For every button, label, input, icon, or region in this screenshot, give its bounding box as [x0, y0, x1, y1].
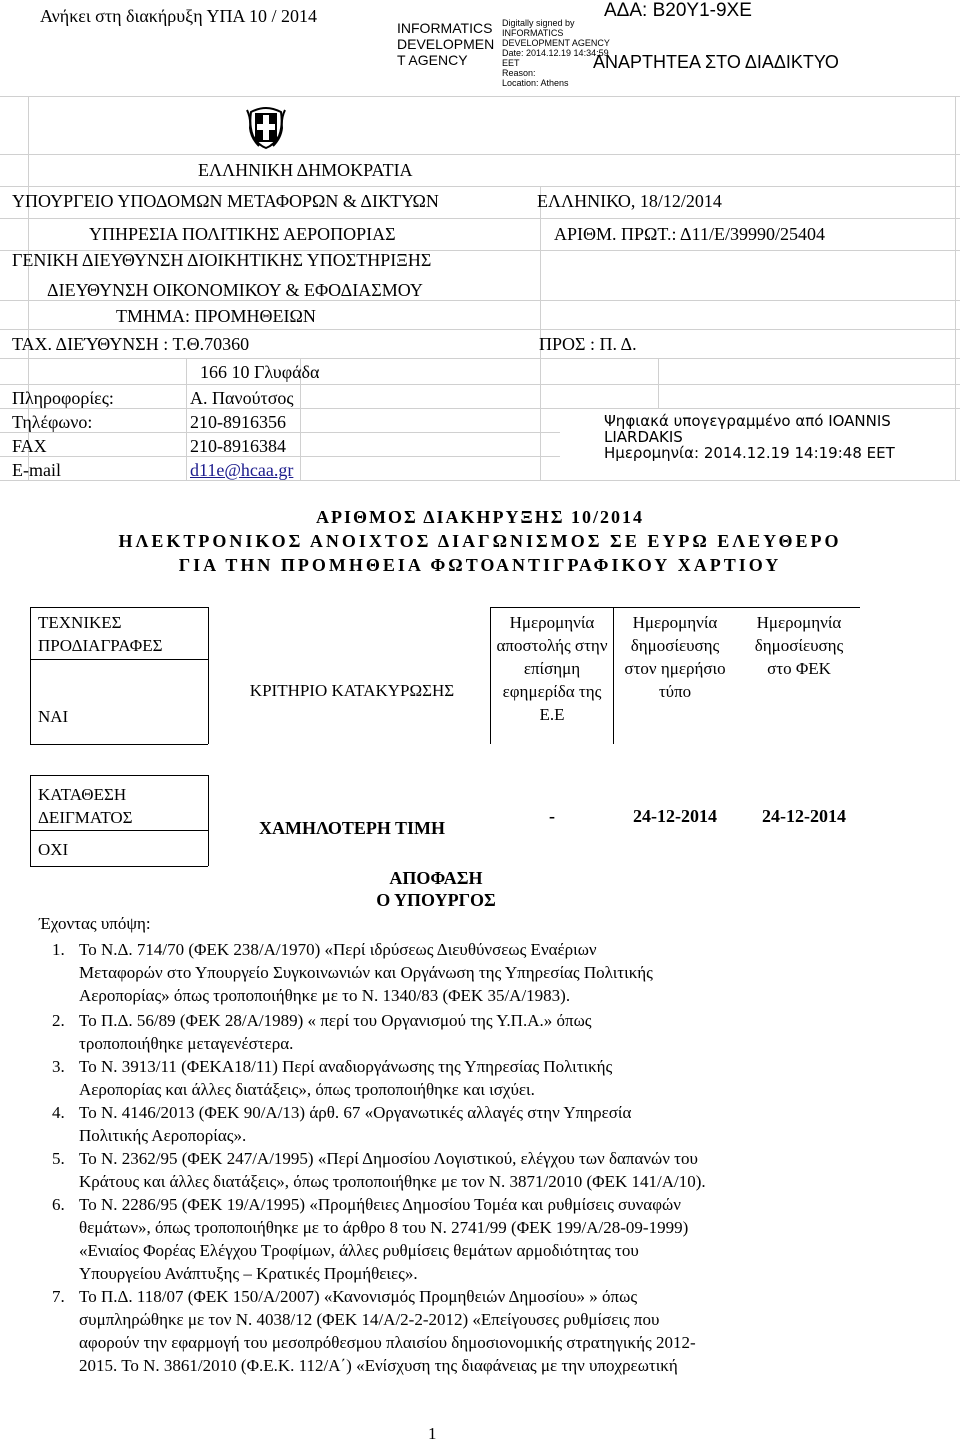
- date-daily-press-value: 24-12-2014: [633, 806, 717, 826]
- table-border: [30, 775, 208, 776]
- postcode-city: 166 10 Γλυφάδα: [200, 362, 320, 382]
- table-border: [30, 830, 208, 831]
- decision-heading: ΑΠΟΦΑΣΗ: [389, 868, 483, 888]
- info-value: Α. Πανούτσος: [190, 388, 294, 408]
- signer-line-1: INFORMATICS: [397, 20, 493, 36]
- info-label: Πληροφορίες:: [12, 388, 114, 408]
- list-item: Το Ν. 2286/95 (ΦΕΚ 19/Α/1995) «Προμήθειες Δημοσίου Τομέα και ρυθμίσεις συναφών θεμάτων», όπως τροποποιήθηκε με το άρθρο 8 του Ν. 2741/99 (ΦΕΚ 199/Α/28-09-1999) «Ενιαίος Φορέας Ελέγχου Τροφίμων, άλλες ρυθμίσεις θεμάτων αρμοδιότητας του Υπουργείου Ανάπτυξης – Κρατικές Προμήθειες».: [79, 1195, 689, 1283]
- sig-line-7: Location: Athens: [502, 78, 569, 88]
- list-item: Το Ν.Δ. 714/70 (ΦΕΚ 238/Α/1970) «Περί ιδρύσεως Διευθύνσεως Εναέριων Μεταφορών στο Υπουργείο Συγκοινωνιών και Οργάνωση της Υπηρεσίας Πολιτικής Αεροπορίας» όπως τροποποιήθηκε με το Ν. 1340/83 (ΦΕΚ 35/Α/1983).: [79, 940, 653, 1005]
- recipient: ΠΡΟΣ : Π. Δ.: [539, 334, 637, 354]
- date-eu-journal-label: Ημερομηνία αποστολής στην επίσημη εφημερίδα της Ε.Ε: [496, 613, 608, 724]
- grid-line: [0, 480, 960, 481]
- posted-online-note: ΑΝΑΡΤΗΤΕΑ ΣΤΟ ΔΙΑΔΙΚΤΥΟ: [593, 52, 839, 72]
- grid-line: [0, 154, 960, 155]
- protocol-number: ΑΡΙΘΜ. ΠΡΩΤ.: Δ11/Ε/39990/25404: [554, 224, 825, 244]
- signature-line-2: LIARDAKIS: [604, 428, 683, 446]
- grid-line: [186, 358, 187, 480]
- grid-line: [0, 329, 960, 330]
- grid-line: [0, 96, 960, 97]
- minister-heading: Ο ΥΠΟΥΡΓΟΣ: [376, 890, 496, 910]
- grid-line: [540, 186, 541, 480]
- table-border: [490, 607, 491, 744]
- general-directorate: ΓΕΝΙΚΗ ΔΙΕΥΘΥΝΣΗ ΔΙΟΙΚΗΤΙΚΗΣ ΥΠΟΣΤΗΡΙΞΗΣ: [12, 250, 432, 270]
- place-date: ΕΛΛΗΝΙΚΟ, 18/12/2014: [537, 191, 722, 211]
- postal-address: ΤΑΧ. ΔΙΕΎΘΥΝΣΗ : Τ.Θ.70360: [12, 334, 250, 354]
- date-fek-value: 24-12-2014: [762, 806, 846, 826]
- date-fek-label: Ημερομηνία δημοσίευσης στο ΦΕΚ: [754, 613, 844, 678]
- grid-line: [0, 408, 960, 409]
- signer-line-2: DEVELOPMEN: [397, 36, 495, 52]
- service-heading: ΥΠΗΡΕΣΙΑ ΠΟΛΙΤΙΚΗΣ ΑΕΡΟΠΟΡΙΑΣ: [89, 224, 396, 244]
- list-item-number: 4.: [52, 1103, 65, 1122]
- fax-value: 210-8916384: [190, 436, 286, 456]
- tender-number-title: ΑΡΙΘΜΟΣ ΔΙΑΚΗΡΥΞΗΣ 10/2014: [315, 507, 644, 527]
- date-eu-journal-value: -: [549, 806, 555, 826]
- award-criterion-label: ΚΡΙΤΗΡΙΟ ΚΑΤΑΚΥΡΩΣΗΣ: [249, 681, 455, 700]
- sig-line-2: INFORMATICS: [502, 28, 564, 38]
- tech-specs-value: ΝΑΙ: [38, 707, 69, 726]
- list-item-number: 3.: [52, 1057, 65, 1076]
- considering-label: Έχοντας υπόψη:: [39, 914, 151, 933]
- page-number: 1: [428, 1424, 437, 1443]
- grid-line: [0, 358, 960, 359]
- list-item-number: 1.: [52, 940, 65, 959]
- tech-specs-label: ΤΕΧΝΙΚΕΣ ΠΡΟΔΙΑΓΡΑΦΕΣ: [38, 613, 163, 655]
- table-border: [30, 607, 31, 744]
- grid-line: [658, 358, 659, 408]
- list-item-number: 7.: [52, 1287, 65, 1306]
- award-criterion-value: ΧΑΜΗΛΟΤΕΡΗ ΤΙΜΗ: [258, 818, 446, 838]
- grid-line: [955, 96, 956, 480]
- ada-code: ΑΔΑ: Β20Υ1-9ΧΕ: [604, 0, 752, 21]
- date-daily-press-label: Ημερομηνία δημοσίευσης στον ημερήσιο τύπο: [624, 613, 726, 701]
- grid-line: [0, 384, 960, 385]
- signature-line-1: Ψηφιακά υπογεγραμμένο από IOANNIS: [604, 412, 891, 430]
- signature-line-3: Ημερομηνία: 2014.12.19 14:19:48 EET: [604, 444, 895, 462]
- list-item: Το Ν. 3913/11 (ΦΕΚΑ18/11) Περί αναδιοργάνωσης της Υπηρεσίας Πολιτικής Αεροπορίας και άλλες διατάξεις», όπως τροποποιήθηκε και ισχύει.: [79, 1057, 613, 1099]
- grid-line: [0, 218, 960, 219]
- fax-label: FAX: [12, 436, 47, 456]
- sample-submission-value: ΟΧΙ: [38, 840, 69, 859]
- list-item-number: 2.: [52, 1011, 65, 1030]
- list-item-number: 5.: [52, 1149, 65, 1168]
- digital-signature-stamp: [604, 413, 895, 461]
- ministry-heading: ΥΠΟΥΡΓΕΙΟ ΥΠΟΔΟΜΩΝ ΜΕΤΑΦΟΡΩΝ & ΔΙΚΤΥΩΝ: [12, 191, 439, 211]
- list-item: Το Π.Δ. 56/89 (ΦΕΚ 28/Α/1989) « περί του Οργανισμού της Υ.Π.Α.» όπως τροποποιήθηκε μεταγενέστερα.: [79, 1011, 592, 1053]
- greek-coat-of-arms-icon: [245, 104, 287, 150]
- table-border: [30, 659, 208, 660]
- email-label: E-mail: [12, 460, 61, 480]
- sig-line-5: EET: [502, 58, 520, 68]
- table-border: [30, 866, 208, 867]
- department: ΤΜΗΜΑ: ΠΡΟΜΗΘΕΙΩΝ: [116, 306, 316, 326]
- sig-line-3: DEVELOPMENT AGENCY: [502, 38, 610, 48]
- directorate: ΔΙΕΥΘΥΝΣΗ ΟΙΚΟΝΟΜΙΚΟΥ & ΕΦΟΔΙΑΣΜΟΥ: [47, 280, 423, 300]
- list-item: Το Ν. 4146/2013 (ΦΕΚ 90/Α/13) άρθ. 67 «Οργανωτικές αλλαγές στην Υπηρεσία Πολιτικής Αεροπορίας».: [79, 1103, 632, 1145]
- sig-line-1: Digitally signed by: [502, 18, 575, 28]
- tender-subject-title: ΓΙΑ ΤΗΝ ΠΡΟΜΗΘΕΙΑ ΦΩΤΟΑΝΤΙΓΡΑΦΙΚΟΥ ΧΑΡΤΙΟΥ: [178, 555, 782, 575]
- table-border: [208, 607, 209, 744]
- republic-heading: ΕΛΛΗΝΙΚΗ ΔΗΜΟΚΡΑΤΙΑ: [198, 160, 413, 180]
- table-border: [490, 607, 860, 608]
- digital-signer-name: [397, 20, 494, 68]
- phone-value: 210-8916356: [190, 412, 286, 432]
- email-link[interactable]: d11e@hcaa.gr: [190, 460, 294, 480]
- table-border: [30, 775, 31, 866]
- grid-line: [0, 186, 960, 187]
- table-border: [30, 607, 208, 608]
- table-border: [30, 744, 208, 745]
- table-border: [613, 607, 614, 744]
- sig-line-4: Date: 2014.12.19 14:34:59: [502, 48, 609, 58]
- sig-line-6: Reason:: [502, 68, 536, 78]
- classification-note: Ανήκει στη διακήρυξη ΥΠΑ 10 / 2014: [40, 6, 317, 26]
- signer-line-3: T AGENCY: [397, 52, 468, 68]
- list-item-number: 6.: [52, 1195, 65, 1214]
- list-item: Το Π.Δ. 118/07 (ΦΕΚ 150/Α/2007) «Κανονισμός Προμηθειών Δημοσίου» » όπως συμπληρώθηκε με τον Ν. 4038/12 (ΦΕΚ 14/Α/2-2-2012) «Επείγουσες ρυθμίσεις που αφορούν την εφαρμογή του μεσοπρόθεσμου πλαισίου δημοσιονομικής στρατηγικής 2012- 2015. Το Ν. 3861/2010 (Φ.Ε.Κ. 112/Α΄) «Ενίσχυση της διαφάνειας με την υποχρεωτική: [79, 1287, 696, 1375]
- sample-submission-label: ΚΑΤΑΘΕΣΗ ΔΕΙΓΜΑΤΟΣ: [38, 785, 133, 827]
- phone-label: Τηλέφωνο:: [12, 412, 93, 432]
- table-border: [208, 775, 209, 866]
- tender-type-title: ΗΛΕΚΤΡΟΝΙΚΟΣ ΑΝΟΙΧΤΟΣ ΔΙΑΓΩΝΙΣΜΟΣ ΣΕ ΕΥΡΩ ΕΛΕΥΘΕΡΟ: [118, 531, 842, 551]
- list-item: Το Ν. 2362/95 (ΦΕΚ 247/Α/1995) «Περί Δημοσίου Λογιστικού, ελέγχου των δαπανών του Κράτους και άλλες διατάξεις», όπως τροποποιήθηκε με τον Ν. 3871/2010 (ΦΕΚ 141/Α/10).: [79, 1149, 706, 1191]
